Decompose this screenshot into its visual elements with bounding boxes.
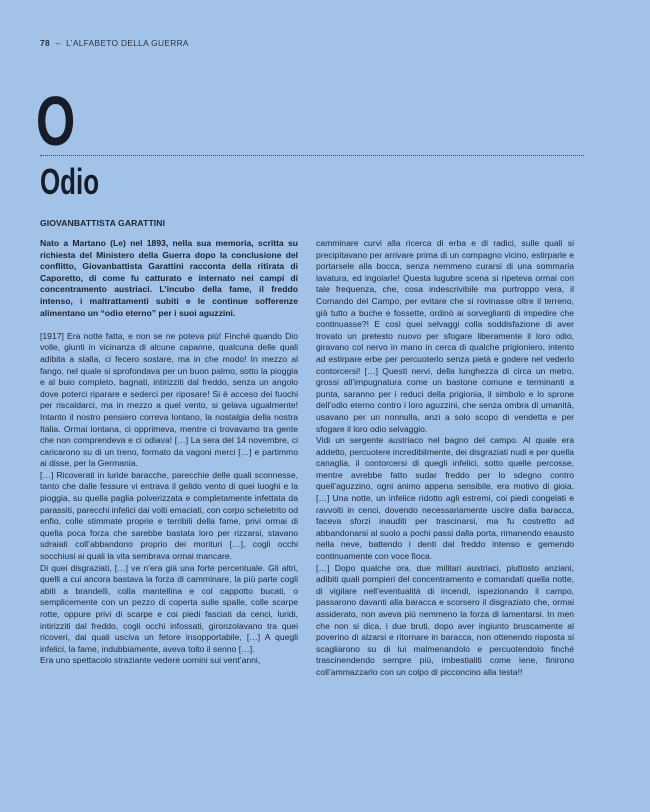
body-paragraph: Era uno spettacolo straziante vedere uomini sui vent’anni, xyxy=(40,655,261,666)
body-paragraph: camminare curvi alla ricerca di erba e di radici, sulle quali si precipitavano per arrivare prima di un compagno vicino, estirparle e portarsele alla bocca, senza nemmeno curarsi di una sommaria lavatura, ed ingoiarle! Questa lugubre scena si ripeteva ormai con tale frequenza, che, cosa indescrivibile ma purtroppo vera, il Comando del Campo, per evitare che si rovinasse oltre il terreno, già tutto a buche e fossette, ordinò ai sorveglianti di impedire che continuasse?! E così quei selvaggi colla soddisfazione di aver trovato un pretesto nuovo per sfogare liberamente il loro odio, giravano col nervo in mano in cerca di qualche prigioniero, intento ad estirpare erbe per percuoterlo senza pietà e godere nel vederlo contorcersi! […] Questi nervi, della lunghezza di circa un metro, grossi all’impugnatura come un bastone comune e terminanti a punta, saranno per i reduci della prigionia, il simbolo e lo sprone dell’odio eterno contro i loro aguzzini, che senza ombra di umanità, usavano per un nonnulla, anzi a solo scopo di vendetta e per sfogare il loro odio selvaggio. xyxy=(316,238,574,434)
body-paragraph: […] Ricoverati in luride baracche, parecchie delle quali sconnesse, tanto che dalle fessure vi entrava il gelido vento di quei luoghi e la pioggia, su quella paglia polverizzata e completamente infettata da parassiti, parecchi infelici dai volti emaciati, con corpo scheletrito od enfio, colle stimmate proprie e terribili della fame, privi ormai di quella poca forza che sarebbe bastata loro per rizzarsi, stavano sdraiati coll’abbandono proprio dei morituri […], cogli occhi socchiusi ai quali la vita sembrava ormai mancare. xyxy=(40,469,298,562)
body-paragraph: [1917] Era notte fatta, e non se ne poteva più! Finché quando Dio volle, giunti in vicinanza di alcune capanne, qualcuna delle quali adibita a stalla, ci fecero sostare, ma in che modo! In mezzo al fango, nel quale si sprofondava per un buon palmo, sotto la pioggia e al buio completo, bagnati, intirizziti dal freddo, senza un angolo dove poterci riparare e sederci per riposare! Si è acceso dei fuochi per riscaldarci, ma in mezzo a quel vento, si gelava ugualmente! Intanto il nostro pensiero correva lontano, la nostalgia della nostra Italia. Ormai lontana, ci opprimeva, mentre ci trovavamo tra gente che non comprendeva e ci odiava! […] La sera del 14 novembre, ci caricarono su di un treno, formato da vagoni merci […] e partimmo ai disse, per la Germania. xyxy=(40,330,298,469)
header-separator: – xyxy=(55,38,61,48)
body-paragraph: Vidi un sergente austriaco nel bagno del campo. Al quale era addetto, percuotere incredibilmente, dei disgraziati nudi e per quella canaglia, il contorcersi di quegli infelici, sotto quelle percosse, mentre avrebbe fatto sudar freddo per lo sdegno contro quell’aguzzino, ogni animo appena sensibile, era motivo di gioia. […] Una notte, un infelice ridotto agli estremi, coi piedi congelati e ravvolti in cenci, dovendo necessariamente uscire dalla baracca, faceva sforzi inauditi per trascinarsi, ma fu costretto ad abbandonarsi al suolo a pochi passi dalla porta, rimanendo esausto nella neve, battendo i denti dal freddo intenso e gemendo continuamente con voce fioca. xyxy=(316,435,574,562)
running-head xyxy=(40,38,189,48)
body-paragraph: […] Dopo qualche ora, due militari austriaci, piuttosto anziani, adibiti quali pompieri del concentramento e comandati quella notte, di vigilare nell’eventualità di incendi, ispezionando il campo, passarono davanti alla baracca e scorsero il disgraziato che, ormai assiderato, non aveva più nemmeno la forza di lamentarsi. In men che non si dica, i due bruti, dopo aver ingiunto bruscamente al poverino di alzarsi e ritornare in baracca, non ottenendo risposta si scagliarono su di lui malmenandolo e percuotendolo finché trascinendendo sempre più, imbestialiti come iene, finirono coll’ammazzarlo con un colpo di picconcino alla testa!! xyxy=(316,562,574,677)
section-title: L’ALFABETO DELLA GUERRA xyxy=(66,38,189,48)
dotted-divider xyxy=(40,155,584,156)
author-name: GIOVANBATTISTA GARATTINI xyxy=(40,218,166,228)
page-number: 78 xyxy=(40,38,50,48)
chapter-letter: O xyxy=(36,82,76,160)
right-column xyxy=(316,238,574,679)
body-paragraph: Di quei disgraziati, […] ve n’era già una forte percentuale. Gli altri, quelli a cui ancora bastava la forza di camminare, la più parte cogli abiti a brandelli, colla mantellina e col cappotto bucati, o semplicemente con un pezzo di coperta sulle spalle, colle scarpe rotte, oppure privi di scarpe e coi piedi fasciati da cenci, luridi, intirizziti dal freddo, cogli occhi infossati, gironzolavano tra quei ricoveri, dai quali usciva un fetore insopportabile, […] A quegli infelici, la fame, indubbiamente, aveva tolto il senno […]. xyxy=(40,562,298,654)
entry-title: Odio xyxy=(40,161,100,202)
intro-paragraph: Nato a Martano (Le) nel 1893, nella sua memoria, scritta su richiesta del Ministero della Guerra dopo la conclusione del conflitto, Giovanbattista Garattini racconta della ritirata di Caporetto, di come fu catturato e internato nei campi di concentramento austriaci. L’incubo della fame, il freddo intenso, i maltrattamenti subiti e le continue sofferenze alimentano un “odio eterno” per i suoi aguzzini. xyxy=(40,238,298,318)
left-column xyxy=(40,238,298,667)
